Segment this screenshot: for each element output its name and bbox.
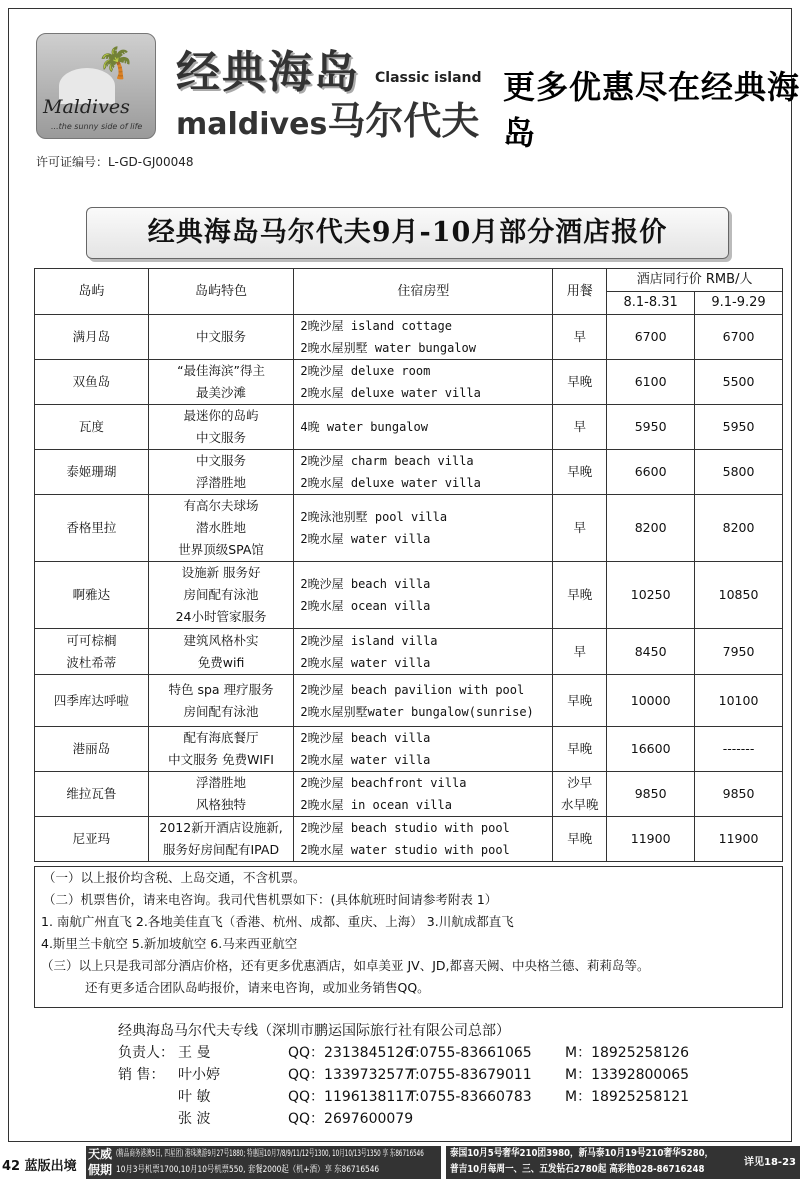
room-line: 2晚水屋 water villa [300, 753, 431, 767]
island-line: 四季库达呼啦 [53, 692, 129, 708]
ad1-brand-1: 天威 [88, 1147, 113, 1161]
note-2: （二）机票售价，请来电咨询。我司代售机票如下：(具体航班时间请参考附表 1） [43, 892, 498, 907]
meal-line: 早 [573, 419, 587, 434]
ad1-line-2: 10月3号机票1700,10月10号机票550, 套餐2000起（机+酒）享 东86716546 [116, 1165, 380, 1175]
feature-cell [148, 562, 294, 629]
ad-thailand [446, 1146, 800, 1179]
table-row [35, 817, 783, 862]
meal-cell [553, 562, 607, 629]
room-line: 2晚水屋别墅 water bungalow [300, 341, 476, 355]
price-period-1-cell: 5950 [607, 405, 695, 450]
feature-line: 最美沙滩 [196, 385, 247, 400]
price-period-1-cell: 16600 [607, 727, 695, 772]
feature-cell [148, 727, 294, 772]
meal-cell [553, 450, 607, 495]
feature-cell [148, 495, 294, 562]
hotel-price-table [34, 268, 783, 862]
footer-ads [0, 1146, 800, 1179]
feature-line: 中文服务 免费WIFI [168, 752, 274, 767]
contact-phone: T:0755-83660783 [408, 1089, 532, 1105]
feature-line: 2012新开酒店设施新, [159, 820, 283, 835]
feature-cell [148, 450, 294, 495]
room-line: 2晚沙屋 deluxe room [300, 364, 431, 378]
contact-mobile: M：18925258126 [565, 1045, 690, 1061]
island-cell [35, 817, 149, 862]
price-period-1-cell: 10250 [607, 562, 695, 629]
feature-cell [148, 675, 294, 727]
contact-qq: QQ：2697600079 [288, 1111, 414, 1127]
price-period-2-cell: 8200 [695, 495, 783, 562]
room-line: 2晚水屋 deluxe water villa [300, 386, 481, 400]
price-period-1-cell: 10000 [607, 675, 695, 727]
price-period-2-cell: 5950 [695, 405, 783, 450]
header-meal: 用餐 [553, 269, 607, 315]
contact-qq: QQ：1196138117 [288, 1089, 414, 1105]
table-row [35, 315, 783, 360]
header-period-2: 9.1-9.29 [695, 292, 783, 315]
island-line: 香格里拉 [66, 520, 117, 535]
price-period-2-cell: 10850 [695, 562, 783, 629]
ad1-line-1: (精品商务港澳5日, 四星团) 港珠澳游9月27号1880; 特惠国10月7/8/9/11/12号1300, 10月10/13号1350 享 东86716546 [116, 1149, 424, 1159]
meal-line: 早晚 [567, 464, 593, 479]
price-period-2-cell: 9850 [695, 772, 783, 817]
island-cell [35, 315, 149, 360]
room-line: 2晚泳池别墅 pool villa [300, 510, 448, 524]
price-period-1-cell: 9850 [607, 772, 695, 817]
feature-line: 特色 spa 理疗服务 [168, 681, 274, 697]
ad2-ref: 详见18-23 [744, 1157, 796, 1168]
island-cell [35, 562, 149, 629]
contact-mobile: M：13392800065 [565, 1067, 690, 1083]
price-period-1-cell: 6700 [607, 315, 695, 360]
room-line: 2晚水屋 deluxe water villa [300, 476, 481, 490]
table-row [35, 450, 783, 495]
feature-line: 配有海底餐厅 [183, 730, 259, 745]
meal-cell [553, 772, 607, 817]
feature-cell [148, 629, 294, 675]
feature-line: “最佳海滨”得主 [177, 363, 266, 378]
contact-qq: QQ：2313845126 [288, 1045, 414, 1061]
feature-line: 房间配有泳池 [183, 703, 259, 719]
feature-line: 潜水胜地 [196, 520, 247, 535]
room-line: 2晚水屋 in ocean villa [300, 798, 452, 812]
feature-cell [148, 817, 294, 862]
room-cell [294, 450, 553, 495]
brand-destination [176, 90, 479, 145]
table-row [35, 675, 783, 727]
table-row [35, 405, 783, 450]
meal-cell [553, 675, 607, 727]
contact-mobile: M：18925258121 [565, 1089, 690, 1105]
notes-box [34, 866, 783, 1008]
meal-line: 早 [573, 643, 587, 659]
destination-cn: 马尔代夫 [327, 99, 480, 143]
note-1: （一）以上报价均含税、上岛交通，不含机票。 [43, 870, 306, 885]
ad2-line-1: 泰国10月5号奢华210团3980，新马泰10月19号210奢华5280， [450, 1148, 714, 1159]
contact-name: 叶 敏 [178, 1089, 211, 1105]
feature-line: 有高尔夫球场 [183, 498, 259, 513]
island-line: 啊雅达 [72, 587, 111, 602]
island-cell [35, 727, 149, 772]
header-feature: 岛屿特色 [148, 269, 294, 315]
header-room: 住宿房型 [294, 269, 553, 315]
feature-line: 浮潜胜地 [196, 775, 247, 790]
logo-tagline: ...the sunny side of life [51, 122, 143, 131]
meal-cell [553, 727, 607, 772]
feature-cell [148, 360, 294, 405]
room-cell [294, 315, 553, 360]
room-line: 2晚沙屋 beach villa [300, 577, 431, 591]
room-line: 2晚沙屋 beach studio with pool [300, 821, 510, 835]
license-number: 许可证编号：L-GD-GJ00048 [36, 155, 194, 169]
meal-line: 早晚 [567, 741, 593, 756]
island-cell [35, 629, 149, 675]
price-period-1-cell: 6600 [607, 450, 695, 495]
island-cell [35, 772, 149, 817]
page-title: 经典海岛马尔代夫9月-10月部分酒店报价 [86, 207, 729, 259]
meal-line: 早晚 [567, 374, 593, 389]
contact-phone: T:0755-83679011 [408, 1067, 532, 1083]
table-row [35, 727, 783, 772]
price-period-2-cell: 5800 [695, 450, 783, 495]
maldives-logo [36, 33, 156, 139]
feature-line: 建筑风格朴实 [183, 632, 259, 648]
logo-text: Maldives [43, 96, 130, 118]
meal-line: 早 [573, 520, 587, 535]
price-period-1-cell: 8200 [607, 495, 695, 562]
feature-line: 世界顶级SPA馆 [178, 542, 264, 557]
room-cell [294, 727, 553, 772]
table-row [35, 629, 783, 675]
price-period-1-cell: 6100 [607, 360, 695, 405]
table-row [35, 772, 783, 817]
meal-line: 早晚 [567, 831, 593, 846]
palm-tree-icon: 🌴 [97, 46, 135, 81]
meal-cell [553, 817, 607, 862]
contact-header: 经典海岛马尔代夫专线（深圳市鹏运国际旅行社有限公司总部） [118, 1023, 510, 1039]
feature-line: 中文服务 [196, 453, 247, 468]
meal-line: 早晚 [567, 692, 593, 708]
page-number: 42 蓝版出境 [2, 1159, 77, 1174]
table-row [35, 495, 783, 562]
island-line: 可可棕榈 [66, 632, 117, 648]
room-line: 4晚 water bungalow [300, 420, 428, 434]
island-cell [35, 675, 149, 727]
note-airlines-2: 4.斯里兰卡航空 5.新加坡航空 6.马来西亚航空 [41, 936, 298, 951]
room-line: 2晚沙屋 beach villa [300, 731, 431, 745]
feature-cell [148, 315, 294, 360]
feature-line: 免费wifi [197, 654, 245, 670]
feature-line: 24小时管家服务 [175, 609, 267, 624]
feature-line: 设施新 服务好 [181, 565, 261, 580]
meal-line: 早晚 [567, 587, 593, 602]
note-airlines-1: 1. 南航广州直飞 2.各地美佳直飞（香港、杭州、成都、重庆、上海） 3.川航成都直飞 [41, 914, 514, 929]
island-cell [35, 405, 149, 450]
header-period-1: 8.1-8.31 [607, 292, 695, 315]
feature-cell [148, 405, 294, 450]
island-line: 泰姬珊瑚 [66, 464, 117, 479]
price-period-2-cell: 6700 [695, 315, 783, 360]
contact-name: 张 波 [178, 1111, 211, 1127]
feature-line: 服务好房间配有IPAD [163, 842, 280, 857]
price-period-1-cell: 11900 [607, 817, 695, 862]
meal-line: 水早晚 [561, 797, 599, 812]
island-line: 双鱼岛 [72, 374, 111, 389]
island-line: 波杜希蒂 [66, 654, 117, 670]
contact-name: 王 曼 [178, 1045, 211, 1061]
room-line: 2晚水屋 water villa [300, 532, 431, 546]
room-line: 2晚水屋 water studio with pool [300, 843, 510, 857]
room-cell [294, 495, 553, 562]
feature-cell [148, 772, 294, 817]
island-line: 瓦度 [78, 419, 104, 434]
meal-cell [553, 360, 607, 405]
price-period-2-cell: ------- [695, 727, 783, 772]
room-line: 2晚沙屋 island cottage [300, 319, 452, 333]
island-line: 维拉瓦鲁 [66, 786, 117, 801]
meal-line: 早 [573, 329, 587, 344]
room-line: 2晚沙屋 beachfront villa [300, 776, 467, 790]
contact-role: 销 售： [118, 1067, 165, 1083]
meal-cell [553, 629, 607, 675]
table-row [35, 562, 783, 629]
price-period-2-cell: 10100 [695, 675, 783, 727]
room-line: 2晚水屋 ocean villa [300, 599, 431, 613]
feature-line: 中文服务 [196, 430, 247, 445]
brand-name-en: Classic island [375, 70, 482, 86]
room-cell [294, 360, 553, 405]
contact-phone: T:0755-83661065 [408, 1045, 532, 1061]
contact-name: 叶小婷 [178, 1067, 220, 1083]
meal-cell [553, 315, 607, 360]
price-period-2-cell: 5500 [695, 360, 783, 405]
island-cell [35, 360, 149, 405]
ad2-line-2: 普吉10月每周一、三、五发钻石2780起 高彩艳028-86716248 [450, 1164, 705, 1175]
room-cell [294, 675, 553, 727]
room-cell [294, 405, 553, 450]
ad-tianwei [86, 1146, 441, 1179]
ad1-brand-2: 假期 [88, 1163, 113, 1177]
meal-cell [553, 495, 607, 562]
meal-cell [553, 405, 607, 450]
island-cell [35, 450, 149, 495]
feature-line: 最迷你的岛屿 [183, 408, 259, 423]
room-cell [294, 772, 553, 817]
note-3-cont: 还有更多适合团队岛屿报价，请来电咨询，或加业务销售QQ。 [85, 980, 430, 995]
table-row [35, 360, 783, 405]
contact-role: 负责人： [118, 1045, 174, 1061]
price-period-2-cell: 11900 [695, 817, 783, 862]
header-price: 酒店同行价 RMB/人 [607, 269, 783, 292]
room-line: 2晚水屋 water villa [300, 655, 431, 670]
room-cell [294, 629, 553, 675]
feature-line: 风格独特 [196, 797, 247, 812]
header-island: 岛屿 [35, 269, 149, 315]
feature-line: 浮潜胜地 [196, 475, 247, 490]
feature-line: 中文服务 [196, 329, 247, 344]
island-line: 港丽岛 [72, 741, 111, 756]
room-line: 2晚水屋别墅water bungalow(sunrise) [300, 704, 534, 719]
feature-line: 房间配有泳池 [183, 587, 259, 602]
room-cell [294, 562, 553, 629]
island-line: 尼亚玛 [72, 831, 111, 846]
island-cell [35, 495, 149, 562]
brand-name-cn: 经典海岛 [176, 47, 360, 98]
room-line: 2晚沙屋 charm beach villa [300, 454, 474, 468]
meal-line: 沙早 [567, 775, 593, 790]
slogan: 更多优惠尽在经典海岛 [503, 68, 800, 152]
contact-qq: QQ：1339732577 [288, 1067, 414, 1083]
room-cell [294, 817, 553, 862]
price-period-2-cell: 7950 [695, 629, 783, 675]
room-line: 2晚沙屋 beach pavilion with pool [300, 682, 525, 697]
note-3: （三）以上只是我司部分酒店价格，还有更多优惠酒店，如卓美亚 JV、JD,都喜天阙、中央格兰德、莉莉岛等。 [41, 958, 650, 973]
price-period-1-cell: 8450 [607, 629, 695, 675]
room-line: 2晚沙屋 island villa [300, 633, 438, 648]
destination-en: maldives [176, 107, 328, 142]
island-line: 满月岛 [72, 329, 111, 344]
